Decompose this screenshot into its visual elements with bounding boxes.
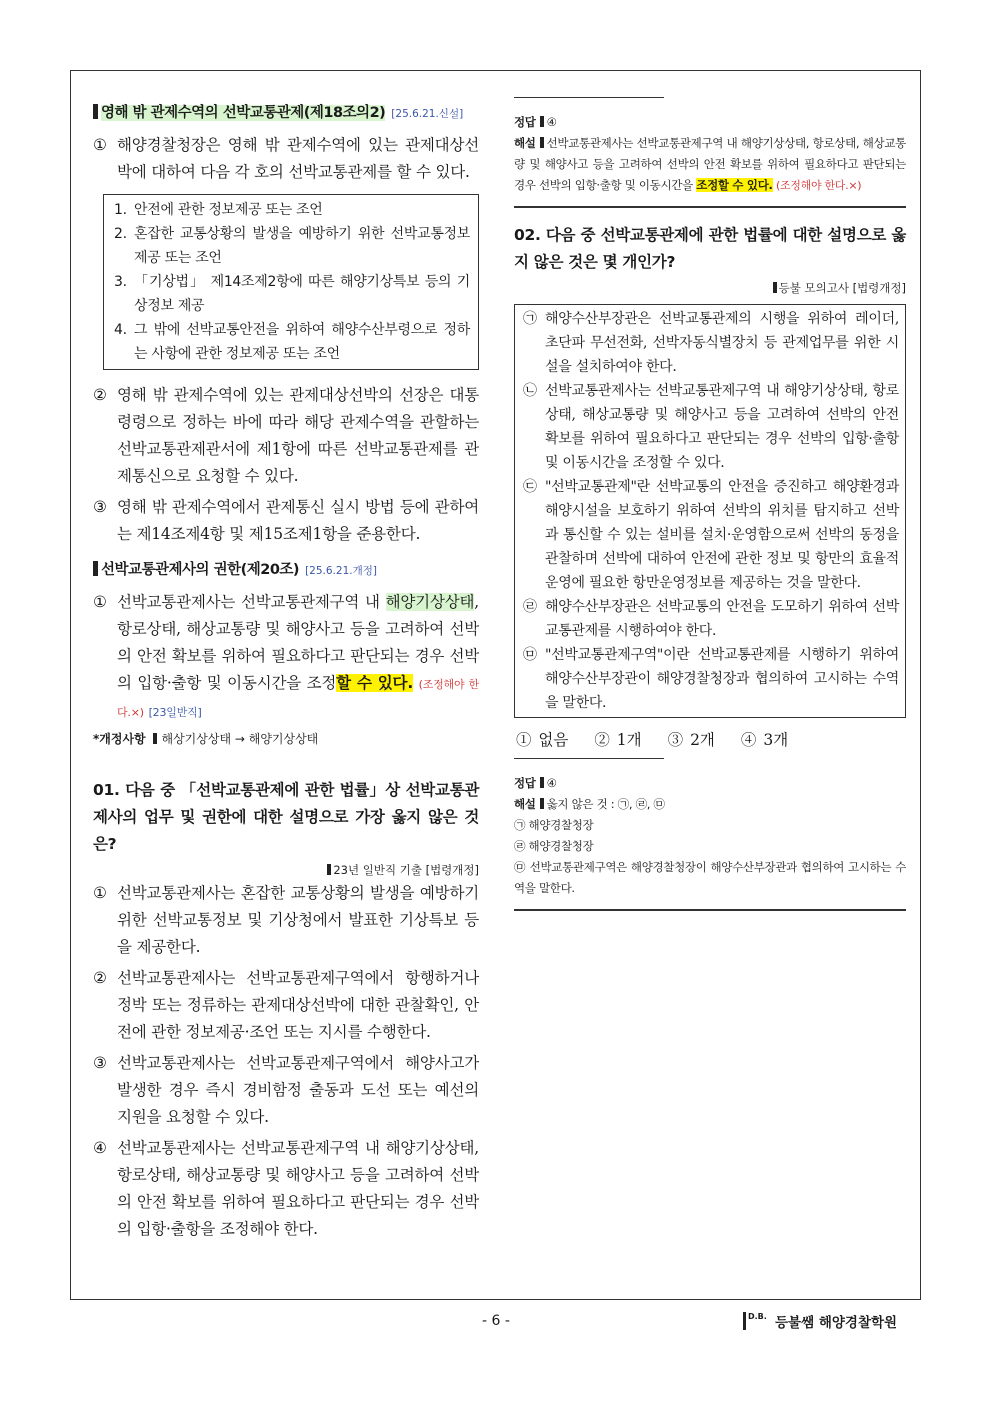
question-01: 01. 다음 중 「선박교통관제에 관한 법률」상 선박교통관제사의 업무 및 권한에 대한 설명으로 가장 옳지 않은 것은?: [93, 781, 479, 853]
choice: ③ 2개: [667, 731, 715, 749]
revision-tag: [25.6.21.개정]: [305, 565, 377, 577]
revision-note: *개정사항 해상기상상태 → 해양기상상태: [93, 732, 319, 746]
choice: ① 없음: [516, 731, 569, 749]
paragraph-20-1: ① 선박교통관제사는 선박교통관제구역 내 해양기상상태, 항로상태, 해상교통량 및 해양사고 등을 고려하여 선박의 안전 확보를 위하여 필요하다고 판단되는 경우 선박의 입항·출항 및 이동시간을 조정할 수 있다. (조정해야 한다.×) [23일반직]: [93, 593, 479, 719]
statement-box: [514, 304, 906, 718]
brand-name: 등불쌤 해양경찰학원: [775, 1315, 898, 1331]
explanation-line: ㉠ 해양경찰청장: [514, 818, 594, 832]
paragraph-1: ① 해양경찰청장은 영해 밖 관제수역에 있는 관제대상선박에 대하여 다음 각 호의 선박교통관제를 할 수 있다.: [93, 136, 479, 181]
option-4: ④ 선박교통관제사는 선박교통관제구역 내 해양기상상태, 항로상태, 해상교통량 및 해양사고 등을 고려하여 선박의 안전 확보를 위하여 필요하다고 판단되는 경우 선박의 입항·출항을 조정해야 한다.: [93, 1139, 479, 1238]
section-title-20: 선박교통관제사의 권한(제20조) [25.6.21.개정]: [93, 558, 479, 579]
answer-01: 정답 ④: [514, 115, 557, 129]
title-bar-mark: [93, 104, 98, 119]
answer-choices: [516, 728, 906, 750]
explanation-line: ㉣ 해양경찰청장: [514, 839, 594, 853]
list-item: 4. 그 밖에 선박교통안전을 위하여 해양수산부령으로 정하는 사항에 관한 정보제공 또는 조언: [114, 322, 470, 362]
title-bar-mark: [93, 561, 98, 576]
highlight-green: 해양기상상태: [385, 593, 475, 611]
question-02: 02. 다음 중 선박교통관제에 관한 법률에 대한 설명으로 옳지 않은 것은 몇 개인가?: [514, 226, 906, 271]
statement-item: ㉤ "선박교통관제구역"이란 선박교통관제를 시행하기 위하여 해양수산부장관이 해양경찰청장과 협의하여 고시하는 수역을 말한다.: [523, 647, 899, 711]
statement-item: ㉢ "선박교통관제"란 선박교통의 안전을 증진하고 해양환경과 해양시설을 보호하기 위하여 선박의 위치를 탐지하고 선박과 통신할 수 있는 설비를 설치·운영함으로써 선박의 동정을 관찰하며 선박에 대하여 안전에 관한 정보 및 항만의 효율적 운영에 필요한 항만운영정보를 제공하는 것을 말한다.: [523, 479, 899, 591]
wrong-note: (조정해야 한다.×): [117, 678, 479, 719]
divider: [514, 758, 664, 759]
paragraph-2: ② 영해 밖 관제수역에 있는 관제대상선박의 선장은 대통령령으로 정하는 바에 따라 해당 관제수역을 관할하는 선박교통관제관서에 제1항에 따른 선박교통관제를 관제통신으로 요청할 수 있다.: [93, 386, 479, 485]
page-number: - 6 -: [482, 1313, 510, 1329]
left-column: [93, 101, 479, 1247]
option-2: ② 선박교통관제사는 선박교통관제구역에서 항행하거나 정박 또는 정류하는 관제대상선박에 대한 관찰확인, 안전에 관한 정보제공·조언 또는 지시를 수행한다.: [93, 969, 479, 1041]
question-source: 등불 모의고사 [법령개정]: [514, 280, 906, 296]
question-source: 23년 일반직 기출 [법령개정]: [93, 862, 479, 878]
exam-tag: [23일반직]: [148, 706, 202, 719]
highlight-yellow: 할 수 있다.: [336, 674, 414, 692]
section-title-18-2: 영해 밖 관제수역의 선박교통관제(제18조의2) [25.6.21.신설]: [93, 101, 479, 122]
option-1: ① 선박교통관제사는 혼잡한 교통상황의 발생을 예방하기 위한 선박교통정보 및 기상청에서 발표한 기상특보 등을 제공한다.: [93, 884, 479, 956]
divider: [514, 97, 664, 98]
revision-tag: [25.6.21.신설]: [391, 108, 464, 120]
explanation-01: 해설 선박교통관제사는 선박교통관제구역 내 해양기상상태, 항로상태, 해상교통량 및 해양사고 등을 고려하여 선박의 안전 확보를 위하여 필요하다고 판단되는 경우 선박의 입항·출항 및 이동시간을 조정할 수 있다. (조정해야 한다.×): [514, 136, 906, 192]
divider-thick: [514, 206, 906, 208]
divider-thick: [514, 909, 906, 911]
brand-logo-icon: D.B.: [743, 1312, 769, 1330]
item-list-box: [103, 194, 479, 370]
brand-footer: [743, 1311, 897, 1331]
paragraph-3: ③ 영해 밖 관제수역에서 관제통신 실시 방법 등에 관하여는 제14조제4항 및 제15조제1항을 준용한다.: [93, 498, 479, 543]
statement-item: ㉣ 해양수산부장관은 선박교통의 안전을 도모하기 위하여 선박교통관제를 시행하여야 한다.: [523, 599, 899, 639]
explanation-line: ㉤ 선박교통관제구역은 해양경찰청장이 해양수산부장관과 협의하여 고시하는 수역을 말한다.: [514, 860, 906, 895]
statement-item: ㉠ 해양수산부장관은 선박교통관제의 시행을 위하여 레이더, 초단파 무선전화, 선박자동식별장치 등 관제업무를 위한 시설을 설치하여야 한다.: [523, 311, 899, 375]
highlight-yellow: 조정할 수 있다.: [696, 178, 773, 192]
list-item: 1. 안전에 관한 정보제공 또는 조언: [114, 202, 323, 218]
list-item: 3. 「기상법」 제14조제2항에 따른 해양기상특보 등의 기상정보 제공: [114, 274, 470, 314]
choice: ④ 3개: [740, 731, 789, 749]
list-item: 2. 혼잡한 교통상황의 발생을 예방하기 위한 선박교통정보제공 또는 조언: [114, 226, 470, 266]
explanation-02: 해설 옳지 않은 것 : ㉠, ㉣, ㉤: [514, 797, 665, 811]
statement-item: ㉡ 선박교통관제사는 선박교통관제구역 내 해양기상상태, 항로상태, 해상교통량 및 해양사고 등을 고려하여 선박의 안전 확보를 위하여 필요하다고 판단되는 경우 선박의 입항·출항 및 이동시간을 조정할 수 있다.: [523, 383, 899, 471]
option-3: ③ 선박교통관제사는 선박교통관제구역에서 해양사고가 발생한 경우 즉시 경비함정 출동과 도선 또는 예선의 지원을 요청할 수 있다.: [93, 1054, 479, 1126]
answer-02: 정답 ④: [514, 776, 557, 790]
choice: ② 1개: [594, 731, 642, 749]
wrong-note: (조정해야 한다.×): [775, 179, 862, 192]
page-frame: [70, 70, 921, 1300]
right-column: [514, 97, 906, 911]
